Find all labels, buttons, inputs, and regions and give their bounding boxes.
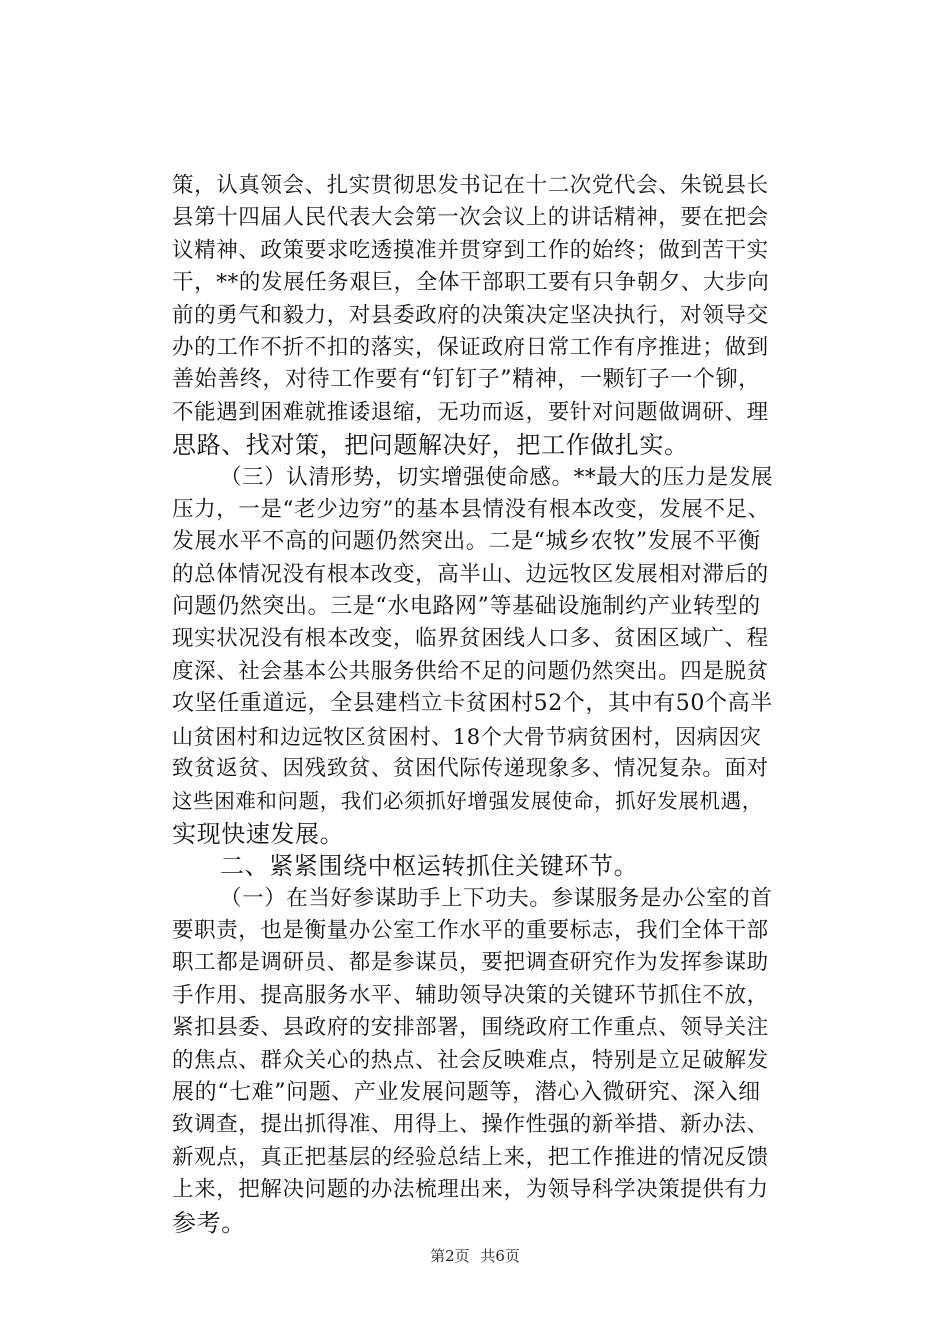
text-line: 策，认真领会、扎实贯彻思发书记在十二次党代会、朱锐县长 [172,173,769,198]
text-line: 实现快速发展。 [172,819,345,848]
page-footer [0,1245,950,1266]
text-line: 上来，把解决问题的办法梳理出来，为领导科学决策提供有力 [172,1177,769,1203]
text-line: 办的工作不折不扣的落实，保证政府日常工作有序推进；做到 [172,334,769,360]
text-line: 善始善终，对待工作要有“钉钉子”精神，一颗钉子一个铆， [172,367,761,393]
text-line: 攻坚任重道远，全县建档立卡贫困村52个，其中有50个高半 [172,691,773,717]
text-line: 县第十四届人民代表大会第一次会议上的讲话精神，要在把会 [172,205,769,231]
text-line: 的焦点、群众关心的热点、社会反映难点，特别是立足破解发 [172,1047,769,1073]
text-line: 致调查，提出抓得准、用得上、操作性强的新举措、新办法、 [172,1112,769,1138]
text-line: （三）认清形势，切实增强使命感。**最大的压力是发展 [220,464,774,490]
text-line: 干，**的发展任务艰巨，全体干部职工要有只争朝夕、大步向 [172,270,770,296]
text-line: 前的勇气和毅力，对县委政府的决策决定坚决执行，对领导交 [172,302,769,328]
text-line: 的总体情况没有根本改变，高半山、边远牧区发展相对滞后的 [172,561,769,587]
text-line: 致贫返贫、因残致贫、贫困代际传递现象多、情况复杂。面对 [172,756,769,782]
text-line: 度深、社会基本公共服务供给不足的问题仍然突出。四是脱贫 [172,658,769,684]
text-line: 紧扣县委、县政府的安排部署，围绕政府工作重点、领导关注 [172,1015,769,1041]
text-line: 展的“七难”问题、产业发展问题等，潜心入微研究、深入细 [172,1079,761,1105]
text-line: 要职责，也是衡量办公室工作水平的重要标志，我们全体干部 [172,917,769,943]
text-line: 二、紧紧围绕中枢运转抓住关键环节。 [220,852,639,881]
text-line: 现实状况没有根本改变，临界贫困线人口多、贫困区域广、程 [172,626,769,652]
document-body [172,170,772,1239]
text-line: 这些困难和问题，我们必须抓好增强发展使命，抓好发展机遇， [172,789,763,814]
text-line: 发展水平不高的问题仍然突出。二是“城乡农牧”发展不平衡 [172,529,761,555]
text-line: 参考。 [172,1208,246,1237]
text-line: 职工都是调研员、都是参谋员，要把调查研究作为发挥参谋助 [172,950,769,976]
text-line: 山贫困村和边远牧区贫困村、18个大骨节病贫困村，因病因灾 [172,724,762,749]
text-line: 思路、找对策，把问题解决好，把工作做扎实。 [172,431,689,460]
text-line: 不能遇到困难就推诿退缩，无功而返，要针对问题做调研、理 [172,399,769,425]
page-total: 共6页 [480,1247,520,1265]
text-line: 手作用、提高服务水平、辅助领导决策的关键环节抓住不放， [172,982,769,1008]
page-number: 第2页 [430,1247,470,1265]
text-line: 新观点，真正把基层的经验总结上来，把工作推进的情况反馈 [172,1144,769,1170]
text-line: 议精神、政策要求吃透摸准并贯穿到工作的始终；做到苦干实 [172,237,769,263]
text-line: 压力，一是“老少边穷”的基本县情没有根本改变，发展不足、 [172,496,770,522]
text-line: （一）在当好参谋助手上下功夫。参谋服务是办公室的首 [220,885,773,911]
text-line: 问题仍然突出。三是“水电路网”等基础设施制约产业转型的 [172,594,761,620]
